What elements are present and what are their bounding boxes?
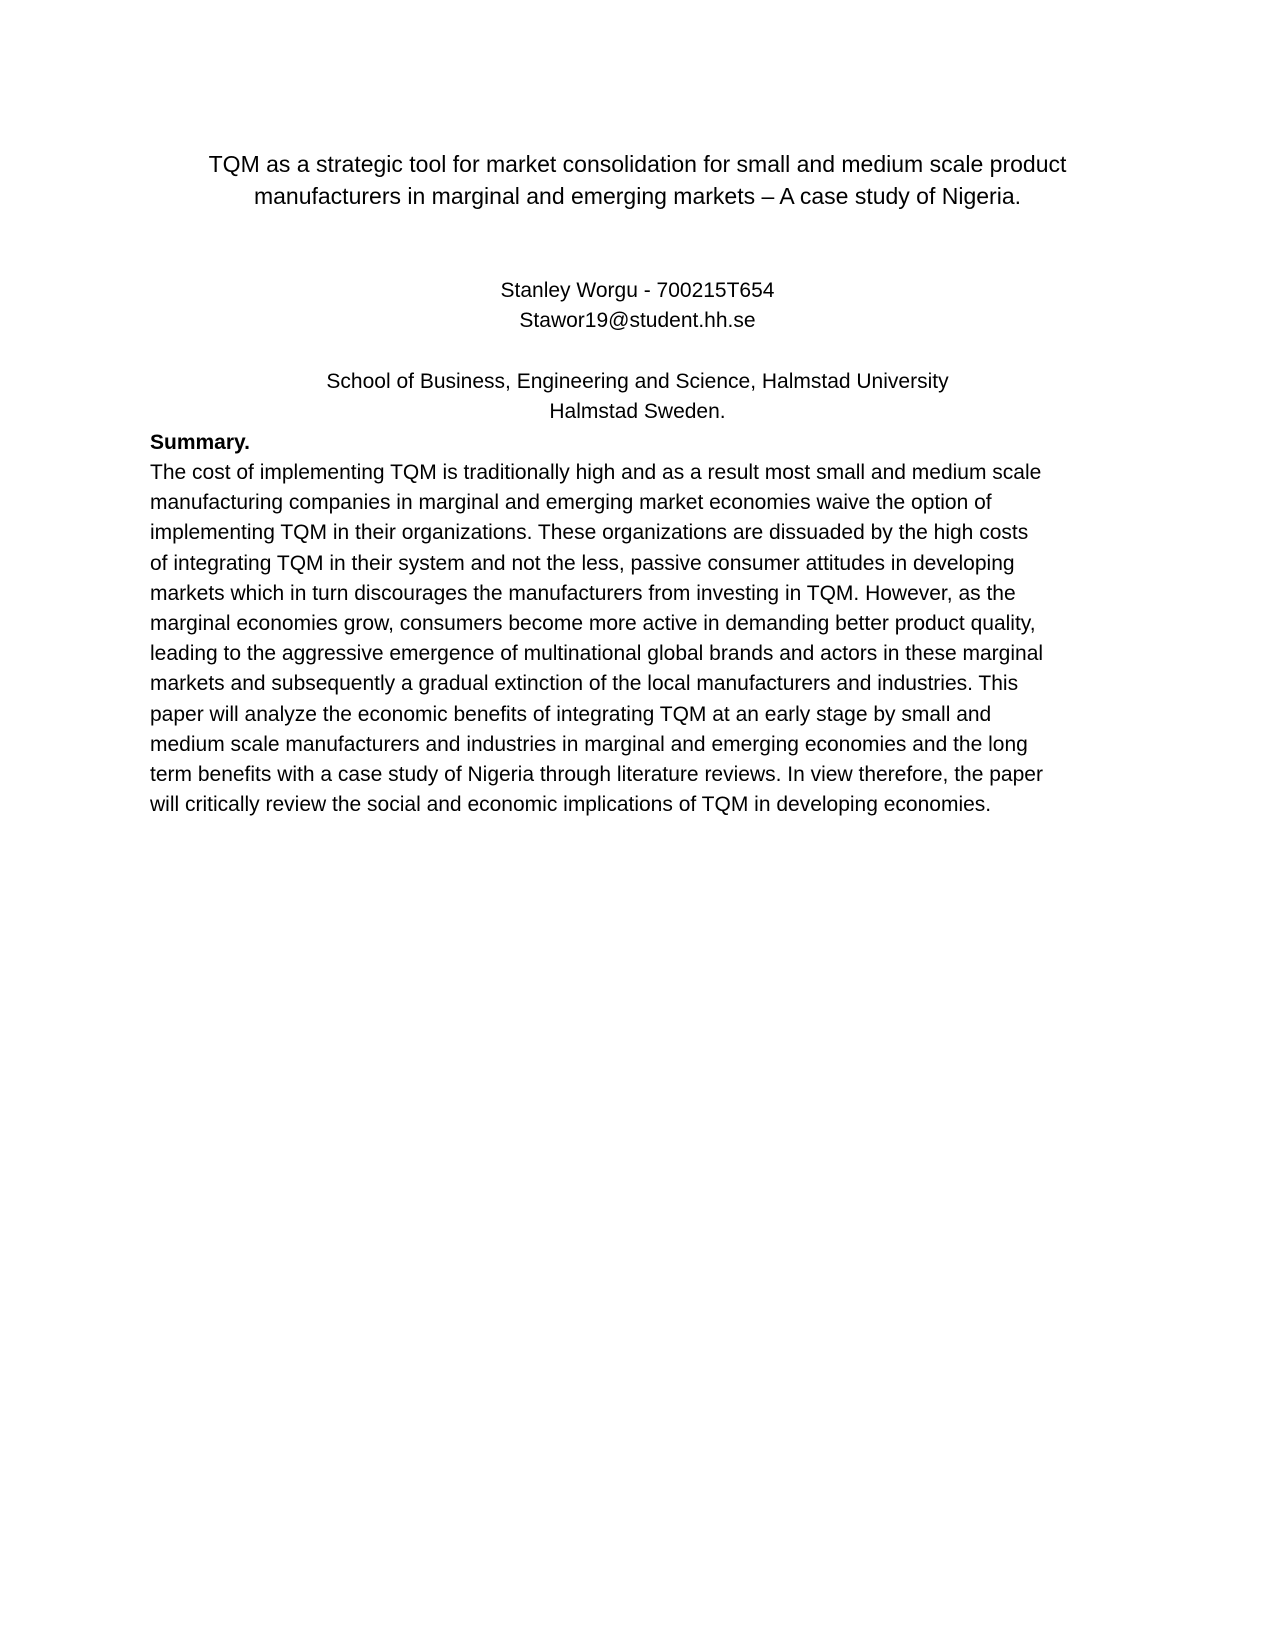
summary-paragraph [150, 458, 1150, 820]
author-email: Stawor19@student.hh.se [519, 309, 756, 332]
summary-line: paper will analyze the economic benefits of integrating TQM at an early stage by small and [150, 702, 992, 726]
summary-heading: Summary. [150, 431, 250, 454]
summary-line: The cost of implementing TQM is traditionally high and as a result most small and medium scale [150, 461, 1042, 484]
summary-line: leading to the aggressive emergence of multinational global brands and actors in these marginal [150, 642, 1044, 666]
affiliation-line: School of Business, Engineering and Science, Halmstad University [326, 370, 949, 393]
summary-line: medium scale manufacturers and industries in marginal and emerging economies and the long [150, 732, 1028, 756]
summary-line: markets and subsequently a gradual extinction of the local manufacturers and industries. This [150, 672, 1019, 696]
title-line: manufacturers in marginal and emerging markets – A case study of Nigeria. [253, 183, 1022, 209]
author-name: Stanley Worgu - 700215T654 [500, 279, 775, 302]
summary-line: marginal economies grow, consumers become more active in demanding better product quality, [150, 612, 1036, 636]
author-block [150, 276, 1125, 336]
title-line: TQM as a strategic tool for market consolidation for small and medium scale product [208, 151, 1067, 177]
summary-line: implementing TQM in their organizations. These organizations are dissuaded by the high costs [150, 521, 1029, 545]
paper-title [150, 148, 1125, 212]
affiliation-block [150, 367, 1125, 427]
summary-line: term benefits with a case study of Nigeria through literature reviews. In view therefore, the paper [150, 763, 1043, 787]
affiliation-line: Halmstad Sweden. [549, 400, 726, 423]
summary-line: markets which in turn discourages the manufacturers from investing in TQM. However, as the [150, 581, 1016, 605]
summary-line: manufacturing companies in marginal and emerging market economies waive the option of [150, 491, 992, 515]
summary-line: of integrating TQM in their system and not the less, passive consumer attitudes in developing [150, 551, 1015, 575]
summary-line: will critically review the social and economic implications of TQM in developing economies. [150, 793, 992, 817]
